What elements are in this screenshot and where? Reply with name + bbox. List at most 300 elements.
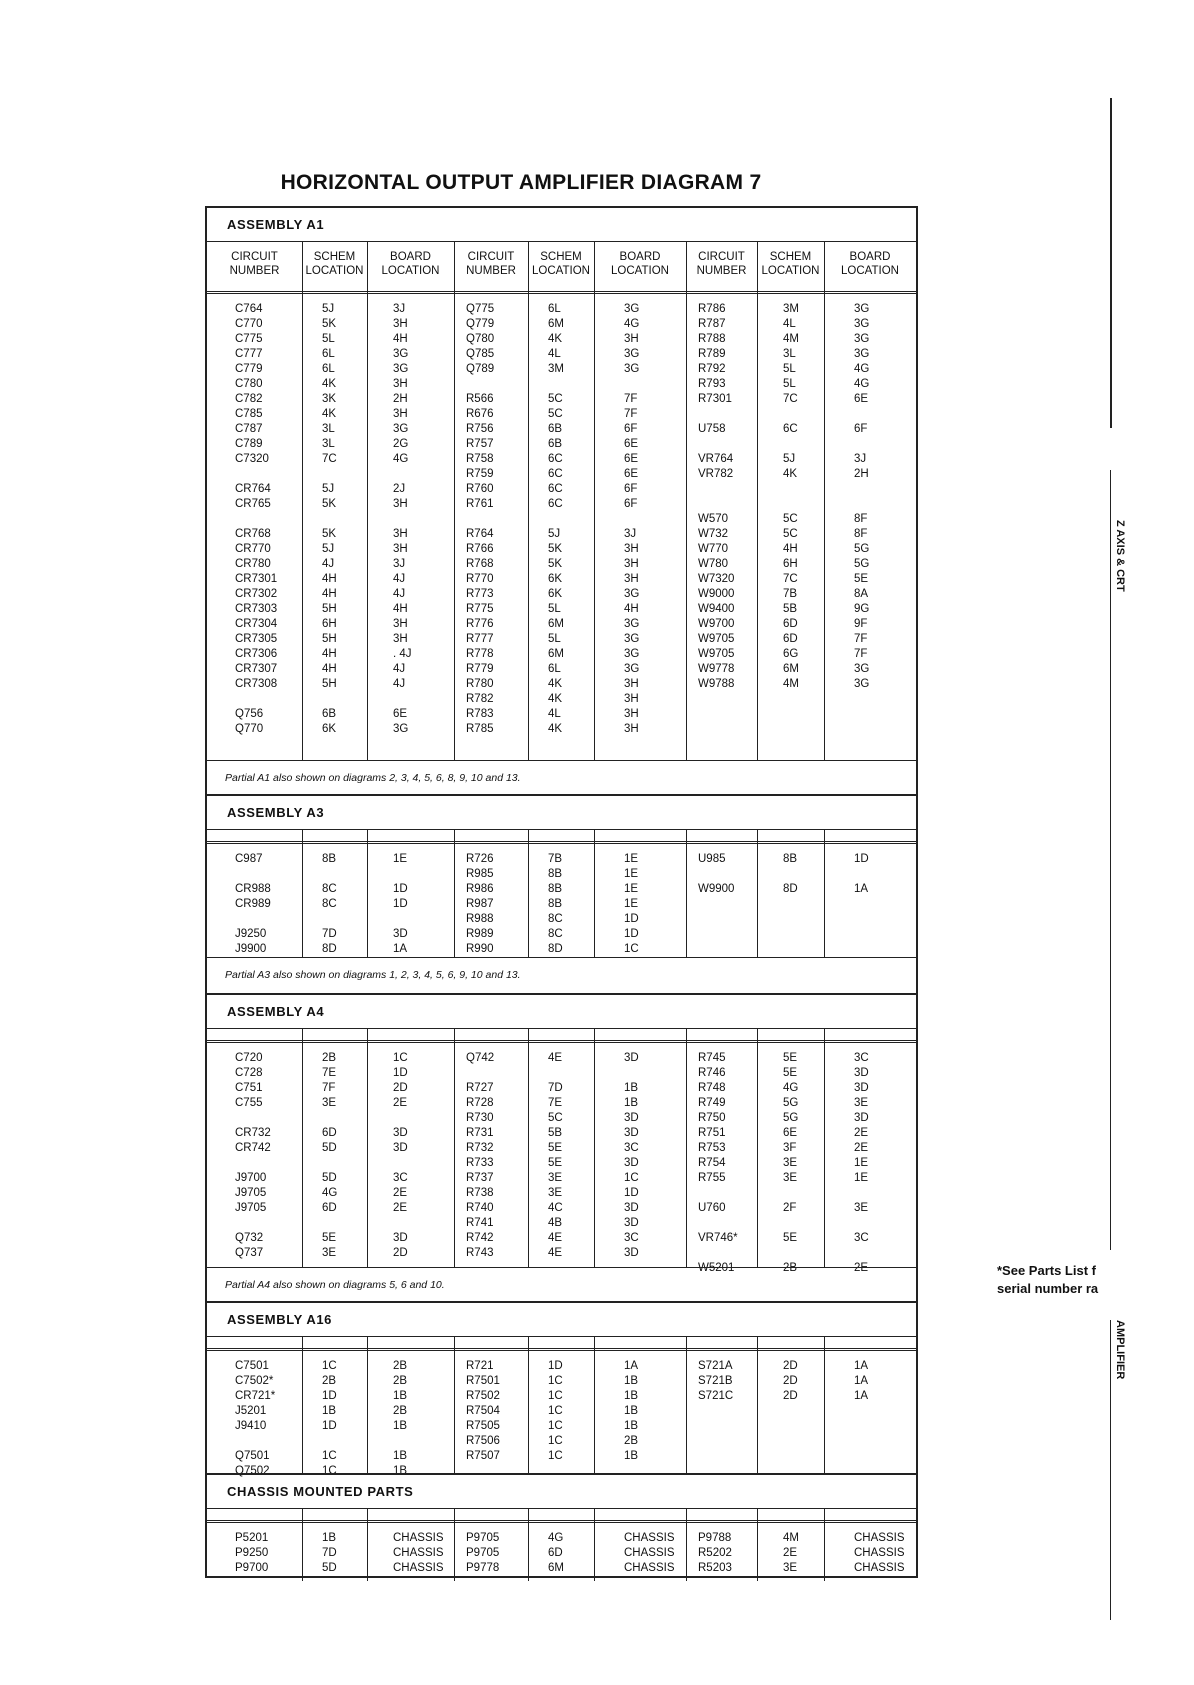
circuit-number: R742: [466, 1232, 494, 1244]
circuit-number: Q789: [466, 363, 495, 375]
board-location: 3H: [393, 618, 408, 630]
circuit-number: R7506: [466, 1435, 500, 1447]
board-location: 1B: [624, 1097, 639, 1109]
circuit-number: CR7306: [235, 648, 278, 660]
column-rule: [367, 1337, 368, 1475]
schem-location: 5K: [322, 528, 337, 540]
schem-location: 5K: [548, 558, 563, 570]
circuit-number: P9778: [466, 1562, 500, 1574]
circuit-number: R746: [698, 1067, 726, 1079]
assembly-section: [207, 1475, 916, 1581]
board-location: 2B: [393, 1360, 408, 1372]
circuit-number: S721A: [698, 1360, 733, 1372]
circuit-number: R754: [698, 1157, 726, 1169]
board-location: 1C: [393, 1052, 408, 1064]
board-location: 3C: [393, 1172, 408, 1184]
board-location: 3H: [624, 543, 639, 555]
board-location: 2D: [393, 1247, 408, 1259]
circuit-number: Q7501: [235, 1450, 270, 1462]
schem-location: 1C: [548, 1420, 563, 1432]
schem-location: 6M: [548, 318, 564, 330]
column-rule: [824, 1337, 825, 1475]
circuit-number: J9705: [235, 1187, 267, 1199]
circuit-number: VR746*: [698, 1232, 738, 1244]
assembly-section: [207, 208, 916, 796]
circuit-number: Q775: [466, 303, 495, 315]
schem-location: 7E: [322, 1067, 337, 1079]
column-rule: [454, 242, 455, 760]
schem-location: 6H: [322, 618, 337, 630]
margin-bar-mid: [1110, 470, 1111, 1250]
board-location: 1D: [393, 1067, 408, 1079]
column-rule: [824, 1029, 825, 1267]
board-location: 6F: [624, 498, 638, 510]
board-location: 3D: [393, 1232, 408, 1244]
schem-location: 3L: [783, 348, 796, 360]
board-location: 2J: [393, 483, 406, 495]
schem-location: 4E: [548, 1247, 563, 1259]
schem-location: 8D: [548, 943, 563, 955]
board-location: 3H: [393, 633, 408, 645]
schem-location: 3M: [548, 363, 564, 375]
circuit-number: R989: [466, 928, 494, 940]
board-location: 1C: [624, 943, 639, 955]
column-header: BOARD LOCATION: [611, 251, 669, 277]
circuit-number: R7301: [698, 393, 732, 405]
board-location: 3D: [624, 1052, 639, 1064]
column-header: SCHEM LOCATION: [305, 251, 364, 277]
schem-location: 4G: [548, 1532, 564, 1544]
circuit-number: J9705: [235, 1202, 267, 1214]
circuit-number: VR782: [698, 468, 734, 480]
schem-location: 4H: [783, 543, 798, 555]
schem-location: 8C: [548, 913, 563, 925]
side-note-line-1: *See Parts List f: [997, 1263, 1096, 1278]
board-location: 6E: [624, 438, 639, 450]
schem-location: 5E: [548, 1157, 563, 1169]
circuit-number: R751: [698, 1127, 726, 1139]
schem-location: 5D: [322, 1562, 337, 1574]
board-location: 1B: [624, 1390, 639, 1402]
column-header: SCHEM LOCATION: [532, 251, 590, 277]
column-rule: [528, 830, 529, 957]
board-location: 3G: [854, 333, 870, 345]
schem-location: 4K: [783, 468, 798, 480]
column-header: SCHEM LOCATION: [761, 251, 820, 277]
schem-location: 7D: [322, 1547, 337, 1559]
circuit-number: R731: [466, 1127, 494, 1139]
column-rule: [757, 830, 758, 957]
circuit-number: R788: [698, 333, 726, 345]
schem-location: 6D: [783, 633, 798, 645]
circuit-number: R5203: [698, 1562, 732, 1574]
schem-location: 3E: [783, 1562, 798, 1574]
schem-location: 5E: [783, 1232, 798, 1244]
schem-location: 5E: [783, 1067, 798, 1079]
circuit-number: Q737: [235, 1247, 264, 1259]
circuit-number: C764: [235, 303, 263, 315]
schem-location: 7C: [783, 393, 798, 405]
circuit-number: R757: [466, 438, 494, 450]
column-rule: [454, 1337, 455, 1475]
schem-location: 6B: [548, 423, 563, 435]
schem-location: 8B: [548, 883, 563, 895]
column-rule: [757, 1337, 758, 1475]
schem-location: 6C: [548, 483, 563, 495]
board-location: 1B: [393, 1390, 408, 1402]
schem-location: 4M: [783, 1532, 799, 1544]
board-location: 4H: [624, 603, 639, 615]
circuit-number: Q742: [466, 1052, 495, 1064]
assembly-note: Partial A4 also shown on diagrams 5, 6 and 10.: [207, 1267, 916, 1303]
board-location: 3H: [624, 723, 639, 735]
circuit-number: C987: [235, 853, 263, 865]
schem-location: 2D: [783, 1375, 798, 1387]
column-rule: [594, 242, 595, 760]
circuit-number: J5201: [235, 1405, 267, 1417]
board-location: 1D: [854, 853, 869, 865]
circuit-number: R760: [466, 483, 494, 495]
board-location: 2B: [393, 1375, 408, 1387]
schem-location: 4K: [322, 378, 337, 390]
board-location: 3G: [854, 678, 870, 690]
circuit-number: W9400: [698, 603, 735, 615]
board-location: 2H: [854, 468, 869, 480]
board-location: 3H: [393, 378, 408, 390]
circuit-number: W9778: [698, 663, 735, 675]
schem-location: 6H: [783, 558, 798, 570]
circuit-number: R782: [466, 693, 494, 705]
board-location: 3G: [624, 363, 640, 375]
board-location: 3J: [393, 558, 406, 570]
circuit-number: R756: [466, 423, 494, 435]
schem-location: 6M: [548, 1562, 564, 1574]
circuit-number: CR7304: [235, 618, 278, 630]
board-location: 3G: [854, 318, 870, 330]
board-location: 3G: [624, 663, 640, 675]
circuit-number: R770: [466, 573, 494, 585]
schem-location: 3E: [783, 1157, 798, 1169]
board-location: 3D: [393, 1142, 408, 1154]
board-location: 3G: [393, 348, 409, 360]
schem-location: 4K: [322, 408, 337, 420]
circuit-number: CR732: [235, 1127, 271, 1139]
schem-location: 5L: [322, 333, 335, 345]
schem-location: 2B: [322, 1375, 337, 1387]
board-location: 5E: [854, 573, 869, 585]
schem-location: 4G: [783, 1082, 799, 1094]
board-location: 3E: [854, 1097, 869, 1109]
circuit-number: CR7305: [235, 633, 278, 645]
board-location: 3H: [624, 678, 639, 690]
circuit-number: R758: [466, 453, 494, 465]
assembly-title: CHASSIS MOUNTED PARTS: [207, 1475, 916, 1509]
schem-location: 4H: [322, 588, 337, 600]
circuit-number: R721: [466, 1360, 494, 1372]
schem-location: 3E: [783, 1172, 798, 1184]
schem-location: 5K: [548, 543, 563, 555]
circuit-number: CR780: [235, 558, 271, 570]
board-location: 3G: [624, 303, 640, 315]
circuit-number: R766: [466, 543, 494, 555]
board-location: 3G: [624, 348, 640, 360]
schem-location: 1D: [548, 1360, 563, 1372]
schem-location: 6L: [322, 363, 335, 375]
circuit-number: CR7308: [235, 678, 278, 690]
schem-location: 7D: [548, 1082, 563, 1094]
circuit-number: C7502*: [235, 1375, 274, 1387]
schem-location: 5J: [548, 528, 561, 540]
board-location: 3J: [854, 453, 867, 465]
circuit-number: R990: [466, 943, 494, 955]
circuit-number: R732: [466, 1142, 494, 1154]
circuit-number: R787: [698, 318, 726, 330]
circuit-number: R741: [466, 1217, 494, 1229]
circuit-number: W7320: [698, 573, 735, 585]
schem-location: 4M: [783, 678, 799, 690]
margin-bar-top: [1110, 98, 1112, 428]
column-rule: [528, 1029, 529, 1267]
board-location: 1B: [393, 1465, 408, 1477]
board-location: 9G: [854, 603, 870, 615]
schem-location: 7F: [322, 1082, 336, 1094]
schem-location: 1C: [548, 1450, 563, 1462]
board-location: 1D: [393, 883, 408, 895]
schem-location: 1C: [548, 1435, 563, 1447]
board-location: 1B: [393, 1450, 408, 1462]
schem-location: 5E: [548, 1142, 563, 1154]
circuit-number: CR768: [235, 528, 271, 540]
board-location: CHASSIS: [854, 1532, 905, 1544]
schem-location: 5L: [548, 633, 561, 645]
board-location: CHASSIS: [624, 1532, 675, 1544]
assembly-note: Partial A3 also shown on diagrams 1, 2, 3, 4, 5, 6, 9, 10 and 13.: [207, 957, 916, 995]
circuit-number: R988: [466, 913, 494, 925]
schem-location: 2B: [783, 1262, 798, 1274]
circuit-number: S721B: [698, 1375, 733, 1387]
board-location: 2E: [854, 1142, 869, 1154]
column-rule: [454, 830, 455, 957]
schem-location: 3K: [322, 393, 337, 405]
board-location: 3G: [624, 588, 640, 600]
schem-location: 2F: [783, 1202, 797, 1214]
column-rule: [302, 830, 303, 957]
schem-location: 2D: [783, 1390, 798, 1402]
column-rule: [367, 830, 368, 957]
schem-location: 8D: [322, 943, 337, 955]
circuit-number: P9788: [698, 1532, 732, 1544]
schem-location: 1B: [322, 1405, 337, 1417]
column-header: BOARD LOCATION: [841, 251, 899, 277]
circuit-number: U760: [698, 1202, 726, 1214]
board-location: 3C: [854, 1232, 869, 1244]
schem-location: 6M: [783, 663, 799, 675]
circuit-number: C785: [235, 408, 263, 420]
circuit-number: R776: [466, 618, 494, 630]
circuit-number: R5202: [698, 1547, 732, 1559]
board-location: 3D: [624, 1202, 639, 1214]
circuit-number: CR988: [235, 883, 271, 895]
circuit-number: C787: [235, 423, 263, 435]
board-location: 4G: [624, 318, 640, 330]
board-location: 3G: [854, 663, 870, 675]
board-location: 1C: [624, 1172, 639, 1184]
schem-location: 4K: [548, 333, 563, 345]
circuit-number: U985: [698, 853, 726, 865]
board-location: 7F: [854, 648, 868, 660]
circuit-number: C751: [235, 1082, 263, 1094]
schem-location: 4L: [783, 318, 796, 330]
schem-location: 5K: [322, 318, 337, 330]
board-location: CHASSIS: [393, 1562, 444, 1574]
board-location: 1A: [393, 943, 408, 955]
circuit-number: R768: [466, 558, 494, 570]
circuit-number: W5201: [698, 1262, 735, 1274]
board-location: 3H: [624, 708, 639, 720]
column-rule: [686, 1029, 687, 1267]
circuit-number: R777: [466, 633, 494, 645]
board-location: 1E: [624, 898, 639, 910]
board-location: 3D: [624, 1112, 639, 1124]
schem-location: 2D: [783, 1360, 798, 1372]
board-location: 1A: [854, 1390, 869, 1402]
schem-location: 1C: [322, 1450, 337, 1462]
schem-location: 4K: [548, 723, 563, 735]
schem-location: 3L: [322, 438, 335, 450]
schem-location: 3E: [322, 1247, 337, 1259]
circuit-number: R566: [466, 393, 494, 405]
schem-location: 1B: [322, 1532, 337, 1544]
schem-location: 4E: [548, 1052, 563, 1064]
board-location: 3G: [393, 423, 409, 435]
schem-location: 5E: [322, 1232, 337, 1244]
circuit-number: W9705: [698, 633, 735, 645]
circuit-number: R783: [466, 708, 494, 720]
column-header: CIRCUIT NUMBER: [466, 251, 516, 277]
column-header-row: [207, 1509, 916, 1523]
circuit-number: R7502: [466, 1390, 500, 1402]
board-location: 1D: [624, 928, 639, 940]
column-rule: [367, 242, 368, 760]
board-location: 4H: [393, 603, 408, 615]
circuit-number: W9788: [698, 678, 735, 690]
schem-location: 4M: [783, 333, 799, 345]
board-location: 3D: [624, 1217, 639, 1229]
schem-location: 7C: [322, 453, 337, 465]
schem-location: 7B: [783, 588, 798, 600]
column-rule: [454, 1509, 455, 1581]
schem-location: 5L: [783, 363, 796, 375]
circuit-number: W780: [698, 558, 729, 570]
schem-location: 6B: [322, 708, 337, 720]
schem-location: 5C: [783, 513, 798, 525]
assembly-section: [207, 1303, 916, 1475]
board-location: 1D: [393, 898, 408, 910]
board-location: 3H: [624, 573, 639, 585]
schem-location: 6C: [548, 468, 563, 480]
circuit-number: CR721*: [235, 1390, 276, 1402]
circuit-number: Q785: [466, 348, 495, 360]
board-location: 1E: [393, 853, 408, 865]
column-header-row: [207, 242, 916, 294]
board-location: 1B: [393, 1420, 408, 1432]
circuit-number: R676: [466, 408, 494, 420]
schem-location: 6K: [548, 573, 563, 585]
board-location: CHASSIS: [393, 1532, 444, 1544]
board-location: . 4J: [393, 648, 412, 660]
column-rule: [824, 830, 825, 957]
board-location: 1E: [624, 883, 639, 895]
board-location: 3H: [393, 528, 408, 540]
schem-location: 5C: [783, 528, 798, 540]
board-location: 3G: [624, 633, 640, 645]
schem-location: 7E: [548, 1097, 563, 1109]
schem-location: 5J: [783, 453, 796, 465]
circuit-number: R773: [466, 588, 494, 600]
board-location: 3G: [393, 363, 409, 375]
circuit-number: R753: [698, 1142, 726, 1154]
schem-location: 1D: [322, 1420, 337, 1432]
schem-location: 4L: [548, 708, 561, 720]
schem-location: 6G: [783, 648, 799, 660]
assembly-title: ASSEMBLY A4: [207, 995, 916, 1029]
board-location: 5G: [854, 543, 870, 555]
circuit-number: R761: [466, 498, 494, 510]
board-location: 3D: [854, 1067, 869, 1079]
schem-location: 6M: [548, 618, 564, 630]
board-location: 3H: [393, 543, 408, 555]
board-location: 3D: [624, 1157, 639, 1169]
margin-tab-zaxis: Z AXIS & CRT: [1114, 520, 1126, 592]
board-location: 1A: [624, 1360, 639, 1372]
circuit-number: R745: [698, 1052, 726, 1064]
schem-location: 6C: [548, 498, 563, 510]
board-location: 1B: [624, 1420, 639, 1432]
circuit-number: R985: [466, 868, 494, 880]
schem-location: 6D: [783, 618, 798, 630]
schem-location: 7C: [783, 573, 798, 585]
board-location: 7F: [624, 393, 638, 405]
board-location: 1B: [624, 1450, 639, 1462]
column-rule: [686, 1337, 687, 1475]
schem-location: 5D: [322, 1142, 337, 1154]
schem-location: 4B: [548, 1217, 563, 1229]
board-location: CHASSIS: [624, 1562, 675, 1574]
circuit-number: CR770: [235, 543, 271, 555]
board-location: 1E: [854, 1172, 869, 1184]
board-location: 3J: [393, 303, 406, 315]
board-location: 1A: [854, 1375, 869, 1387]
margin-tab-amplifier: AMPLIFIER: [1114, 1320, 1126, 1380]
board-location: 6E: [624, 468, 639, 480]
assembly-title: ASSEMBLY A16: [207, 1303, 916, 1337]
schem-location: 6B: [548, 438, 563, 450]
board-location: 3J: [624, 528, 637, 540]
circuit-number: R759: [466, 468, 494, 480]
column-rule: [594, 1337, 595, 1475]
circuit-number: R987: [466, 898, 494, 910]
circuit-number: J9410: [235, 1420, 267, 1432]
circuit-number: C728: [235, 1067, 263, 1079]
circuit-number: C777: [235, 348, 263, 360]
board-location: 7F: [624, 408, 638, 420]
circuit-number: CR989: [235, 898, 271, 910]
schem-location: 6E: [783, 1127, 798, 1139]
circuit-number: C789: [235, 438, 263, 450]
circuit-number: C7501: [235, 1360, 269, 1372]
circuit-number: R779: [466, 663, 494, 675]
schem-location: 6D: [322, 1127, 337, 1139]
